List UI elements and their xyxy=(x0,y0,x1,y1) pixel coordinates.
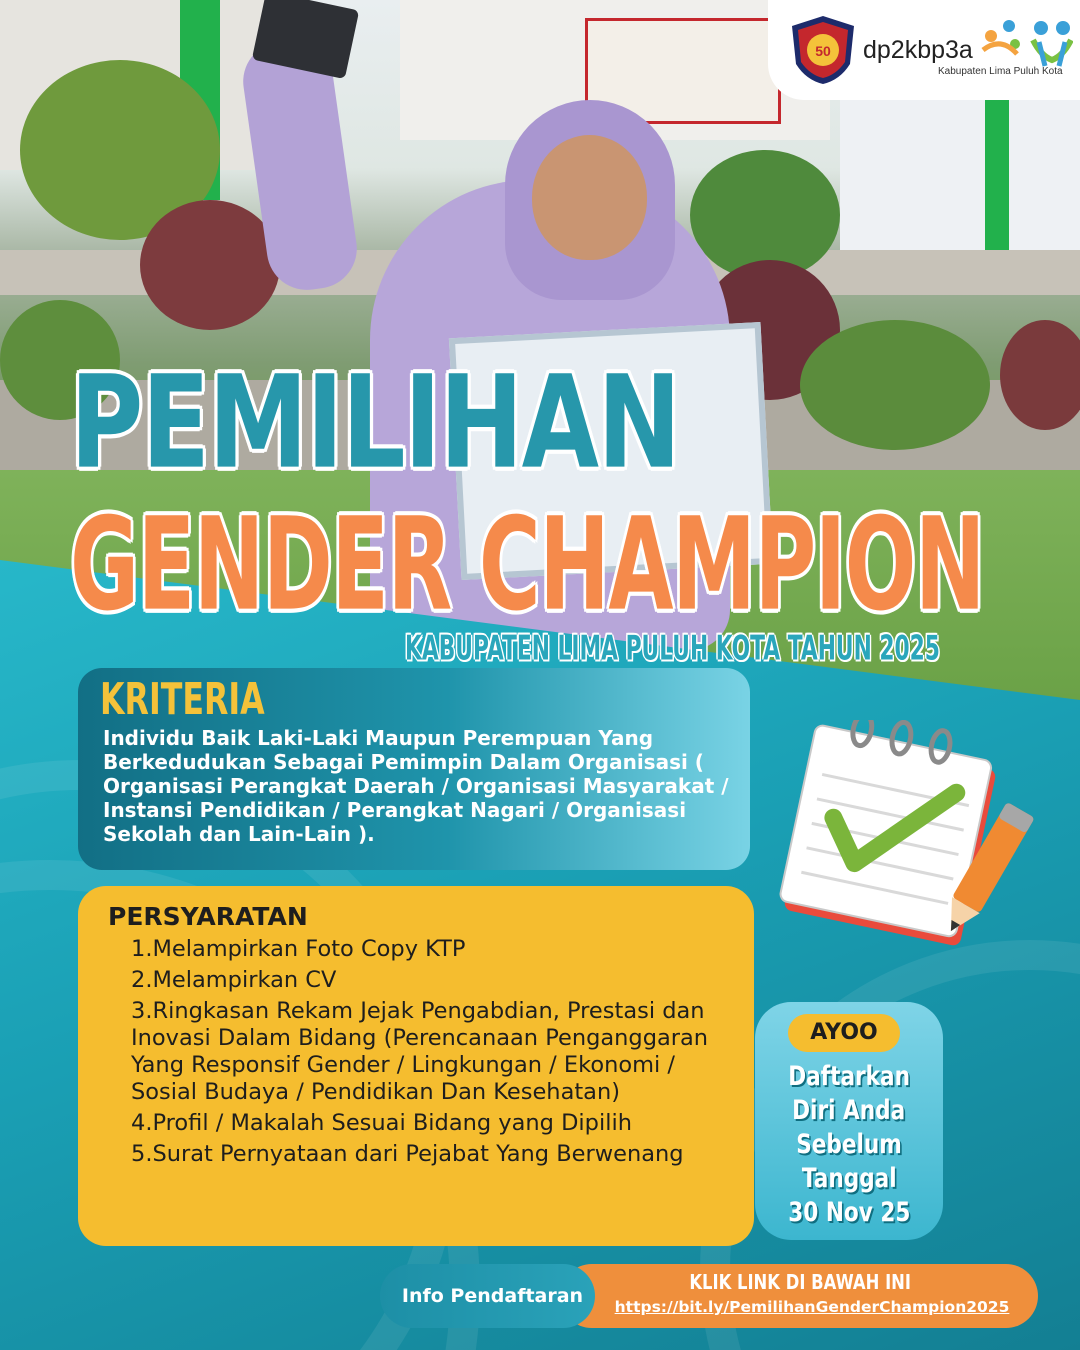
cta-line: Daftarkan xyxy=(788,1061,910,1092)
persyaratan-box xyxy=(78,886,754,1246)
brand-name: dp2kbp3a xyxy=(863,36,973,64)
persyaratan-item: 3.Ringkasan Rekam Jejak Pengabdian, Prestasi dan Inovasi Dalam Bidang (Perencanaan Penganggaran Yang Responsif Gender / Lingkungan / Ekonomi / Sosial Budaya / Pendidikan Dan Kesehatan) xyxy=(131,998,709,1105)
pencil-icon xyxy=(930,790,1040,950)
persyaratan-item: 1.Melampirkan Foto Copy KTP xyxy=(131,936,466,962)
people-logo-icon xyxy=(973,16,1073,72)
klik-link-label xyxy=(600,1270,1000,1294)
persyaratan-item: 5.Surat Pernyataan dari Pejabat Yang Berwenang xyxy=(131,1141,684,1167)
kriteria-title: KRITERIA xyxy=(100,674,265,725)
cta-line: Sebelum xyxy=(796,1129,902,1160)
persyaratan-item: 4.Profil / Makalah Sesuai Bidang yang Dipilih xyxy=(131,1110,632,1136)
persyaratan-item: 2.Melampirkan CV xyxy=(131,967,337,993)
kriteria-text: Individu Baik Laki-Laki Maupun Perempuan Yang Berkedudukan Sebagai Pemimpin Dalam Organisasi ( Organisasi Perangkat Daerah / Organisasi Masyarakat / Instansi Pendidikan / Perangkat Nagari / Organisasi Sekolah dan Lain-Lain ). xyxy=(103,726,729,846)
klik-link-text: KLIK LINK DI BAWAH INI xyxy=(689,1270,911,1294)
kriteria-box xyxy=(78,668,750,870)
headline-line-2: GENDER CHAMPION xyxy=(70,490,985,640)
cta-line: 30 Nov 25 xyxy=(787,1197,911,1228)
brand-subtitle: Kabupaten Lima Puluh Kota xyxy=(938,66,1063,77)
headline-subtitle: KABUPATEN LIMA PULUH KOTA TAHUN 2025 xyxy=(405,628,940,668)
info-pendaftaran-label: Info Pendaftaran xyxy=(401,1285,584,1307)
logo-card xyxy=(768,0,1080,100)
cta-line: Diri Anda xyxy=(792,1095,906,1126)
cta-line: Tanggal xyxy=(801,1163,897,1194)
persyaratan-title: PERSYARATAN xyxy=(108,902,308,931)
cta-badge: AYOO xyxy=(788,1014,900,1052)
cta-text xyxy=(755,1060,943,1230)
emblem-number: 50 xyxy=(815,43,831,59)
headline-line-1: PEMILIHAN xyxy=(70,348,680,498)
registration-link[interactable]: https://bit.ly/PemilihanGenderChampion2025 xyxy=(614,1298,1010,1316)
persyaratan-list xyxy=(131,936,731,1172)
emblem-icon xyxy=(790,14,856,86)
